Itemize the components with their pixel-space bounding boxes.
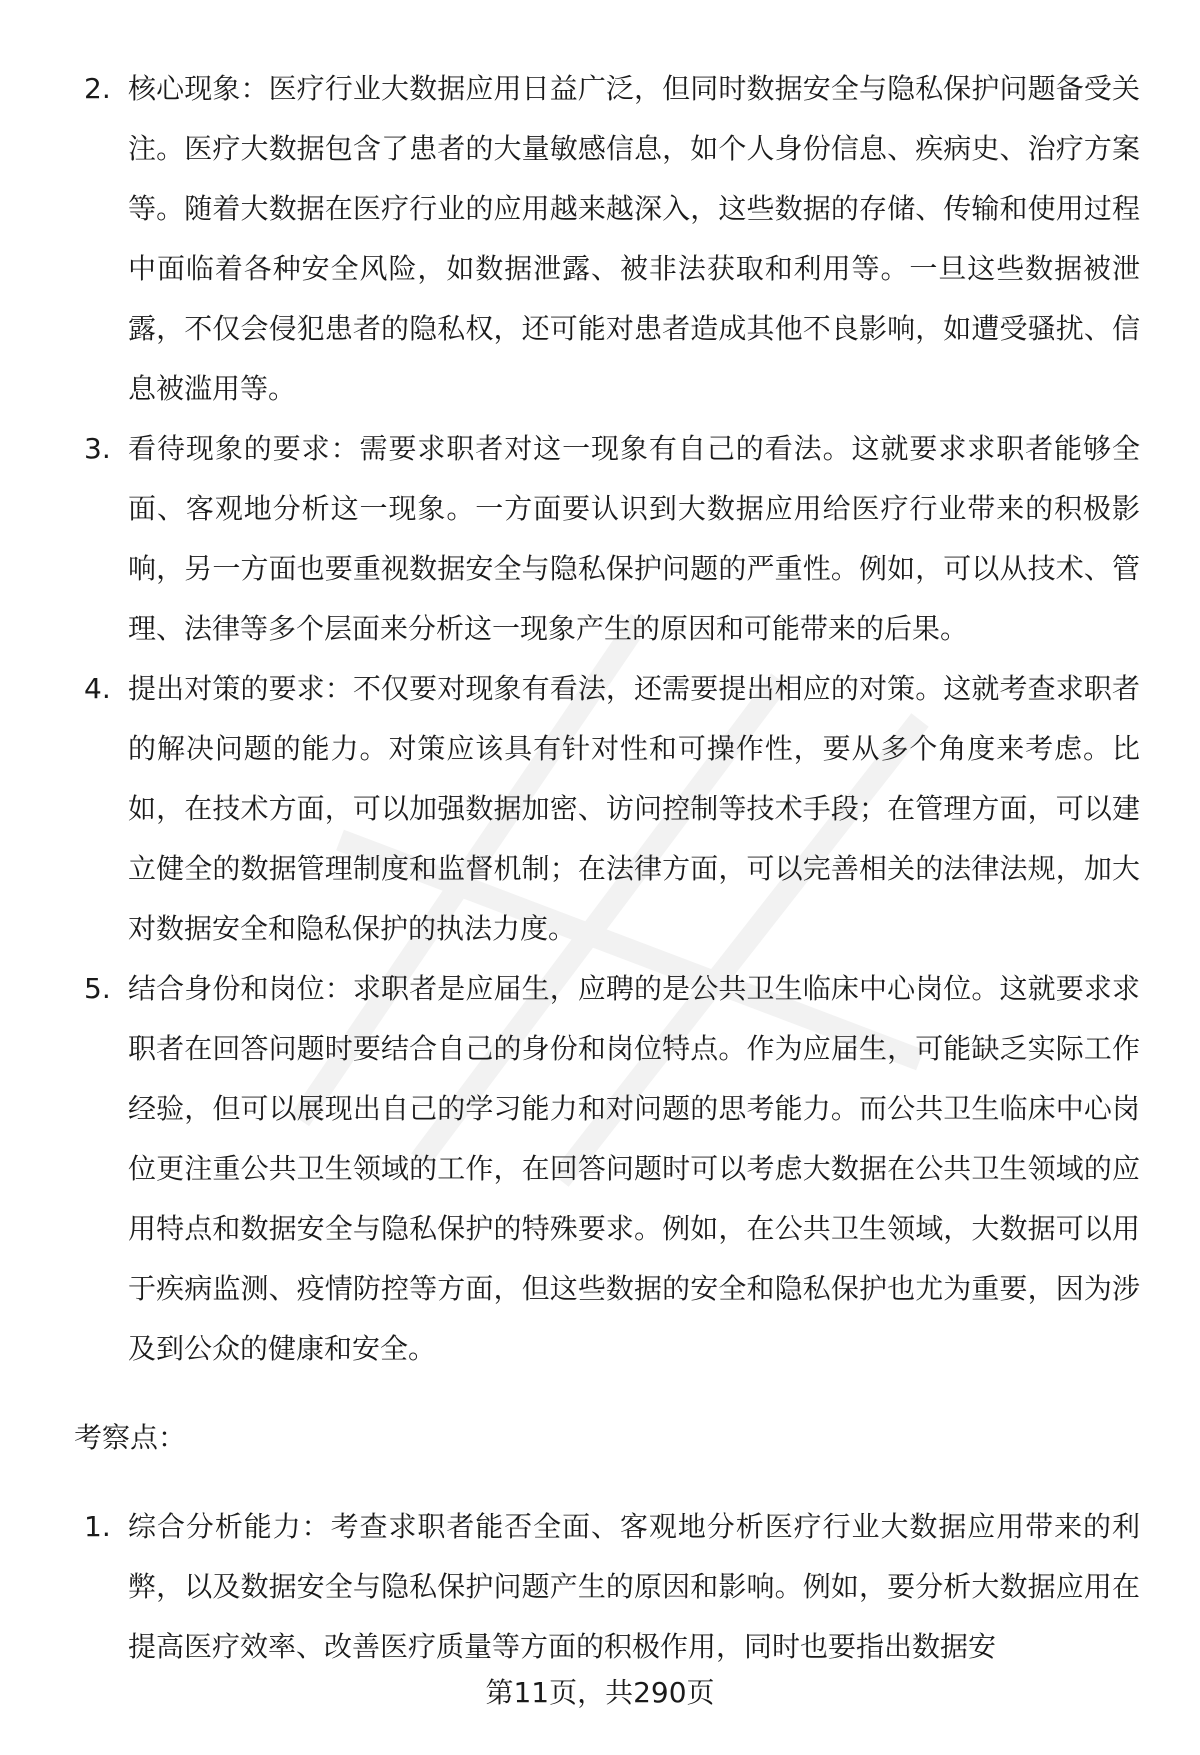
item-text: 看待现象的要求：需要求职者对这一现象有自己的看法。这就要求求职者能够全面、客观地分析这一现象。一方面要认识到大数据应用给医疗行业带来的积极影响，另一方面也要重视数据安全与隐私保护问题的严重性。例如，可以从技术、管理、法律等多个层面来分析这一现象产生的原因和可能带来的后果。 [128, 432, 1140, 645]
document-body [0, 59, 1200, 1677]
page-footer: 第11页，共290页 [485, 1676, 715, 1709]
list-item [0, 1497, 1140, 1677]
item-text: 核心现象：医疗行业大数据应用日益广泛，但同时数据安全与隐私保护问题备受关注。医疗大数据包含了患者的大量敏感信息，如个人身份信息、疾病史、治疗方案等。随着大数据在医疗行业的应用越来越深入，这些数据的存储、传输和使用过程中面临着各种安全风险，如数据泄露、被非法获取和利用等。一旦这些数据被泄露，不仅会侵犯患者的隐私权，还可能对患者造成其他不良影响，如遭受骚扰、信息被滥用等。 [128, 72, 1140, 405]
analysis-list [0, 59, 1200, 1379]
item-text: 综合分析能力：考查求职者能否全面、客观地分析医疗行业大数据应用带来的利弊，以及数据安全与隐私保护问题产生的原因和影响。例如，要分析大数据应用在提高医疗效率、改善医疗质量等方面的积极作用，同时也要指出数据安 [128, 1510, 1140, 1663]
assessment-list [0, 1497, 1200, 1677]
item-number: 3. [84, 432, 111, 465]
item-number: 2. [84, 72, 111, 105]
item-number: 5. [84, 972, 111, 1005]
list-item [0, 59, 1140, 419]
item-text: 结合身份和岗位：求职者是应届生，应聘的是公共卫生临床中心岗位。这就要求求职者在回答问题时要结合自己的身份和岗位特点。作为应届生，可能缺乏实际工作经验，但可以展现出自己的学习能力和对问题的思考能力。而公共卫生临床中心岗位更注重公共卫生领域的工作，在回答问题时可以考虑大数据在公共卫生领域的应用特点和数据安全与隐私保护的特殊要求。例如，在公共卫生领域，大数据可以用于疾病监测、疫情防控等方面，但这些数据的安全和隐私保护也尤为重要，因为涉及到公众的健康和安全。 [128, 972, 1140, 1365]
item-number: 4. [84, 672, 111, 705]
item-number: 1. [84, 1510, 111, 1543]
section-heading: 考察点： [74, 1421, 187, 1454]
list-item [0, 659, 1140, 959]
item-text: 提出对策的要求：不仅要对现象有看法，还需要提出相应的对策。这就考查求职者的解决问题的能力。对策应该具有针对性和可操作性，要从多个角度来考虑。比如，在技术方面，可以加强数据加密、访问控制等技术手段；在管理方面，可以建立健全的数据管理制度和监督机制；在法律方面，可以完善相关的法律法规，加大对数据安全和隐私保护的执法力度。 [128, 672, 1140, 945]
list-item [0, 959, 1140, 1379]
list-item [0, 419, 1140, 659]
